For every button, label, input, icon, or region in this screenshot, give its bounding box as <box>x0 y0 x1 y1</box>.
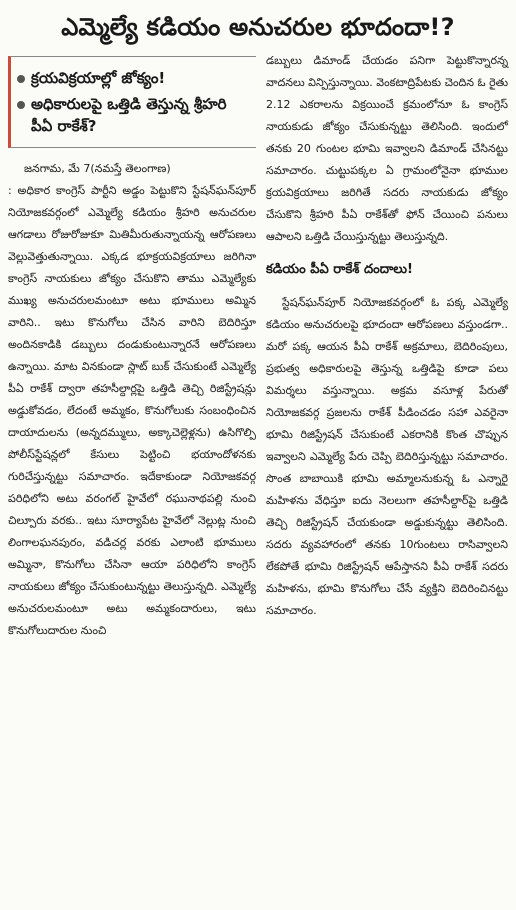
right-body-text-2: స్టేషన్‌ఘన్‌పూర్ నియోజకవర్గంలో ఓ పక్క ఎమ్మెల్యే కడియం అనుచరులపై భూదందా ఆరోపణలు వస్తుండగా.. మరో పక్క ఆయన పీఏ రాకేశ్ అక్రమాలు, బెదిరింపులు, ప్రభుత్వ అధికారులపై తెస్తున్న ఒత్తిడిపై కూడా పలు విమర్శలు వస్తున్నాయి. అక్రమ వసూళ్ల పేరుతో నియోజకవర్గ ప్రజలను రాకేశ్ పీడించడం సహా ఎవరైనా భూమి రిజిస్ట్రేషన్ చేసుకుంటే ఎకరానికి కొంత చొప్పున ఇవ్వాలని ఎమ్మెల్యే పేరు చెప్పి బెదిరిస్తున్నట్టు సమాచారం. సొంత బాబాయికి భూమి అమ్మాలనుకున్న ఓ ఎన్నారై మహిళను వేధిస్తూ ఐదు నెలలుగా తహసీల్దార్‌పై ఒత్తిడి తెచ్చి రిజిస్ట్రేషన్ చేయకుండా అడ్డుకున్నట్టు తెలిసింది. సదరు వ్యవహారంలో తనకు 10గుంటలు రాసివ్వాలని లేకపోతే భూమి రిజిస్ట్రేషన్ ఆపేస్తానని పీఏ రాకేశ్ సదరు మహిళను, భూమి కొనుగోలు చేసే వ్యక్తిని బెదిరించినట్టు సమాచారం. <box>266 296 508 617</box>
right-body-text-1: డబ్బులు డిమాండ్ చేయడం పనిగా పెట్టుకొన్నారన్న వాదనలు విన్పిస్తున్నాయి. వెంకటాద్రిపేటకు చెందిన ఓ రైతు 2.12 ఎకరాలను విక్రయించే క్రమంలోనూ ఓ కాంగ్రెస్ నాయకుడు జోక్యం చేసుకున్నట్టు తెలిసింది. ఇందులో తనకు 20 గుంటల భూమి ఇవ్వాలని డిమాండ్ చేసినట్టు సమాచారం. చుట్టుపక్కల ఏ గ్రామంలోనైనా భూముల క్రయవిక్రయాలు జరిగితే సదరు నాయకుడు జోక్యం చేసుకొని శ్రీహరి పీఏ రాకేశ్‌తో ఫోన్ చేయించి పనులు ఆపాలని ఒత్తిడి చేయిస్తున్నట్టు తెలుస్తున్నది. <box>266 54 508 243</box>
highlight-item <box>17 67 252 89</box>
highlight-text: క్రయవిక్రయాల్లో జోక్యం! <box>31 69 166 87</box>
highlight-text: అధికారులపై ఒత్తిడి తెస్తున్న శ్రీహరి పీఏ రాకేశ్? <box>31 95 227 135</box>
dateline: జనగామ, మే 7(నమస్తే తెలంగాణ) <box>24 162 171 175</box>
bullet-icon <box>17 101 25 109</box>
right-column <box>266 50 508 642</box>
bullet-icon <box>17 75 25 83</box>
highlights-box <box>8 56 256 148</box>
left-body-text: : అధికార కాంగ్రెస్ పార్టీని అడ్డం పెట్టుకొని స్టేషన్‌ఘన్‌పూర్ నియోజకవర్గంలో ఎమ్మెల్యే కడియం శ్రీహరి అనుచరుల ఆగడాలు రోజురోజుకూ మితిమీరుతున్నాయన్న ఆరోపణలు వెల్లువెత్తుతున్నాయి. ఎక్కడ భూక్రయవిక్రయాలు జరిగినా కాంగ్రెస్ నాయకులు జోక్యం చేసుకొని తాము ఎమ్మెల్యేకు ముఖ్య అనుచరులమంటూ అటు భూములు అమ్మిన వారిని.. ఇటు కొనుగోలు చేసిన వారిని బెదిరిస్తూ అందినకాడికి డబ్బులు దండుకుంటున్నారనే ఆరోపణలు ఉన్నాయి. మాట వినకుండా స్లాట్ బుక్ చేసుకుంటే ఎమ్మెల్యే పీఏ రాకేశ్ ద్వారా తహసీల్దార్లపై ఒత్తిడి తెచ్చి రిజిస్ట్రేషన్లు అడ్డుకోవడం, లేదంటే అమ్మకం, కొనుగోలుకు సంబంధించిన దాయాదులను (అన్నదమ్ములు, అక్కాచెల్లెళ్లను) ఉసిగొల్పి పోలీస్‌స్టేషన్లలో కేసులు పెట్టించి భయాందోళనకు గురిచేస్తున్నట్టు సమాచారం. ఇదేకాకుండా నియోజకవర్గ పరిధిలోని అటు వరంగల్ హైవేలో రఘునాథపల్లి నుంచి చిల్పూరు వరకు.. ఇటు సూర్యాపేట హైవేలో నెల్లుట్ల నుంచి లింగాలఘనపురం, వడిచర్ల వరకు ఎలాంటి భూములు అమ్మినా, కొనుగోలు చేసినా ఆయా పరిధిలోని కాంగ్రెస్ నాయకులు జోక్యం చేసుకుంటున్నట్టు తెలుస్తున్నది. ఎమ్మెల్యే అనుచరులమంటూ అటు అమ్మకందారులు, ఇటు కొనుగోలుదారుల నుంచి <box>8 184 256 637</box>
highlight-item <box>17 93 252 137</box>
headline: ఎమ్మెల్యే కడియం అనుచరుల భూదందా!? <box>61 13 455 41</box>
subheading: కడియం పీఏ రాకేశ్ దందాలు! <box>266 262 413 277</box>
article-columns <box>8 50 508 642</box>
left-column <box>8 50 256 642</box>
